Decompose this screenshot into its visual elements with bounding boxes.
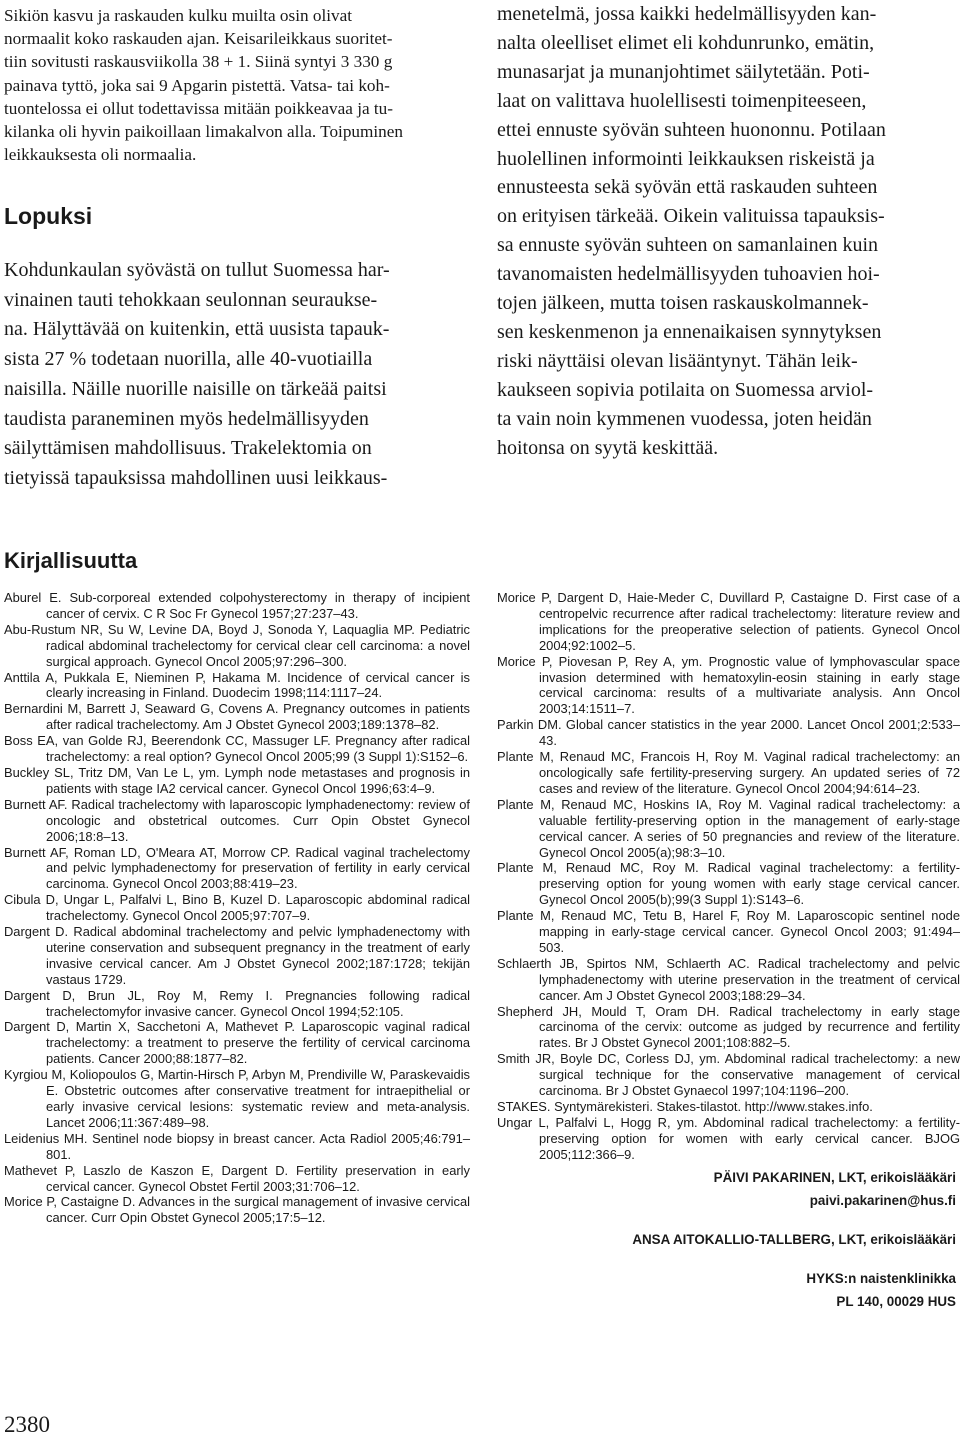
reference-item: Morice P, Castaigne D. Advances in the surgical management of invasive cervical cancer. Curr Opin Obstet Gynecol 2005;17:5–12. [4,1194,470,1226]
text-line: sa ennuste syövän suhteen on samanlainen kuin [497,234,879,257]
conclusion-paragraph-continued [497,0,886,463]
reference-item: Burnett AF, Roman LD, O'Meara AT, Morrow CP. Radical vaginal trachelectomy and pelvic lymphadenectomy for preservation of fertility in early cervical carcinoma. Gynecol Oncol 2003;88:419–23. [4,844,470,892]
author-address: PL 140, 00029 HUS [836,1294,956,1309]
spacer [632,1212,956,1228]
text-line: painava tyttö, joka sai 9 Apgarin pistettä. Vatsa- tai koh- [4,75,390,95]
section-heading-references: Kirjallisuutta [4,548,138,573]
reference-item: Dargent D, Martin X, Sacchetoni A, Mathevet P. Laparoscopic vaginal radical trachelectomy: a treatment to preserve the fertility of cervical carcinoma patients. Cancer 2000;88:1877–82. [4,1019,470,1067]
text-line: leikkauksesta oli normaalia. [4,145,197,165]
reference-item: Aburel E. Sub-corporeal extended colpohysterectomy in therapy of incipient cancer of cervix. C R Soc Fr Gynecol 1957;27:237–43. [4,590,470,621]
reference-item: Burnett AF. Radical trachelectomy with laparoscopic lymphadenectomy: review of oncologic and obstetrical outcomes. Curr Opin Obstet Gynecol 2006;18:8–13. [4,796,470,844]
author-affiliation: HYKS:n naistenklinikka [806,1271,956,1286]
text-line: na. Hälyttävää on kuitenkin, että uusista tapauk- [4,318,390,341]
reference-item: Ungar L, Palfalvi L, Hogg R, ym. Abdominal radical trachelectomy: a fertility-preserving option for women with early cervical cancer. BJOG 2005;112:366–9. [497,1114,960,1162]
text-line: munasarjat ja munanjohtimet säilytetään. Poti- [497,60,870,83]
text-line: vinainen tauti tehokkaan seulonnan seuraukse- [4,288,378,311]
text-line: tietyissä tapauksissa mahdollinen uusi leikkaus- [4,466,388,489]
spacer [632,1251,956,1267]
references-list-left [4,590,470,1226]
author-info [632,1166,956,1313]
text-line: sista 27 % todetaan nuorilla, alle 40-vuotiailla [4,348,373,371]
text-line: ta vain noin kymmenen vuodessa, joten heidän [497,407,872,430]
reference-item: Boss EA, van Golde RJ, Beerendonk CC, Massuger LF. Pregnancy after radical trachelectomy: a real option? Gynecol Oncol 2005;99 (3 Suppl 1):S152–6. [4,733,470,765]
reference-item: STAKES. Syntymärekisteri. Stakes-tilastot. http://www.stakes.info. [497,1099,873,1114]
section-heading-lopuksi: Lopuksi [4,203,93,229]
text-line: tavanomaisten hedelmällisyyden tuhoavien hoi- [497,263,880,286]
text-line: sen keskenmenon ja ennenaikaisen synnytyksen [497,320,882,343]
text-line: on erityisen tärkeää. Oikein valituissa tapauksis- [497,205,885,228]
text-line: laat on valittava huolellisesti toimenpiteeseen, [497,89,867,112]
reference-item: Leidenius MH. Sentinel node biopsy in breast cancer. Acta Radiol 2005;46:791–801. [4,1130,470,1162]
reference-item: Morice P, Piovesan P, Rey A, ym. Prognostic value of lymphovascular space invasion determined with hematoxylin-eosin staining in early stage cervical carcinoma: results of a multivariate analysis. Ann Oncol 2003;14:1511–7. [497,653,960,717]
text-line: taudista paraneminen myös hedelmällisyyden [4,407,369,430]
text-line: säilyttämisen mahdollisuus. Trakelektomia on [4,437,372,460]
author-email[interactable]: paivi.pakarinen@hus.fi [809,1193,956,1208]
text-line: normaalit koko raskauden ajan. Keisarileikkaus suoritet- [4,29,393,49]
text-line: naisilla. Näille nuorille naisille on tärkeää paitsi [4,377,387,400]
conclusion-paragraph [4,256,390,494]
reference-item: Plante M, Renaud MC, Francois H, Roy M. Vaginal radical trachelectomy: an oncologically safe fertility-preserving surgery. An updated series of 72 cases and review of the literature. Gynecol Oncol 2004;94:614–23. [497,749,960,796]
text-line: kilanka oli hyvin paikoillaan limakalvon alla. Toipuminen [4,122,403,142]
reference-item: Plante M, Renaud MC, Hoskins IA, Roy M. Vaginal radical trachelectomy: a valuable fertility-preserving option in the management of early-stage cervical cancer. A series of 50 pregnancies and review of the literature. Gynecol Oncol 2005(a);98:3–10. [497,796,960,860]
text-line: tojen jälkeen, mutta toisen raskauskolmannek- [497,292,869,315]
reference-item: Cibula D, Ungar L, Palfalvi L, Bino B, Kuzel D. Laparoscopic abdominal radical trachelectomy. Gynecol Oncol 2005;97:707–9. [4,892,470,924]
author-name: PÄIVI PAKARINEN, LKT, erikoislääkäri [713,1170,956,1185]
reference-item: Parkin DM. Global cancer statistics in the year 2000. Lancet Oncol 2001;2:533–43. [497,717,960,749]
text-line: tiin sovitusti raskausviikolla 38 + 1. Siinä syntyi 3 330 g [4,52,393,72]
page-number: 2380 [4,1412,50,1437]
reference-item: Kyrgiou M, Koliopoulos G, Martin-Hirsch P, Arbyn M, Prendiville W, Paraskevaidis E. Obstetric outcomes after conservative treatment for intraepithelial or early invasive cervical lesions: systematic review and meta-analysis. Lancet 2006;11:367:489–98. [4,1067,470,1130]
reference-item: Smith JR, Boyle DC, Corless DJ, ym. Abdominal radical trachelectomy: a new surgical technique for the conservative management of cervical carcinoma. Br J Obstet Gynaecol 1997;104:1196–200. [497,1051,960,1099]
reference-item: Dargent D, Brun JL, Roy M, Remy I. Pregnancies following radical trachelectomyfor invasive cancer. Gynecol Oncol 1994;52:105. [4,987,470,1019]
reference-item: Anttila A, Pukkala E, Nieminen P, Hakama M. Incidence of cervical cancer is clearly increasing in Finland. Duodecim 1998;114:1117–24. [4,669,470,701]
text-line: riski näyttäisi olevan lisääntynyt. Tähän leik- [497,349,858,372]
author-name: ANSA AITOKALLIO-TALLBERG, LKT, erikoislääkäri [632,1232,956,1247]
text-line: Sikiön kasvu ja raskauden kulku muilta osin olivat [4,6,353,25]
reference-item: Schlaerth JB, Spirtos NM, Schlaerth AC. Radical trachelectomy and pelvic lymphadenectomy with uterine preservation in the treatment of cervical cancer. Am J Obstet Gynecol 2003;188:29–34. [497,955,960,1003]
text-line: Kohdunkaulan syövästä on tullut Suomessa har- [4,259,390,281]
reference-item: Morice P, Dargent D, Haie-Meder C, Duvillard P, Castaigne D. First case of a centropelvic recurrence after radical trachelectomy: literature review and implications for the preoperative selection of patients. Gynecol Oncol 2004;92:1002–5. [497,590,960,653]
reference-item: Bernardini M, Barrett J, Seaward G, Covens A. Pregnancy outcomes in patients after radical trachelectomy. Am J Obstet Gynecol 2003;189:1378–82. [4,701,470,733]
reference-item: Abu-Rustum NR, Su W, Levine DA, Boyd J, Sonoda Y, Laquaglia MP. Pediatric radical abdominal trachelectomy for cervical clear cell carcinoma: a novel surgical approach. Gynecol Oncol 2005;97:296–300. [4,621,470,669]
reference-item: Plante M, Renaud MC, Tetu B, Harel F, Roy M. Laparoscopic sentinel node mapping in early-stage cervical cancer. Gynecol Oncol 2003; 91:494–503. [497,908,960,955]
references-list-right [497,590,960,1163]
reference-item: Plante M, Renaud MC, Roy M. Radical vaginal trachelectomy: a fertility-preserving option for young women with early stage cervical cancer. Gynecol Oncol 2005(b);99(3 Suppl 1):S143–6. [497,860,960,908]
case-report-paragraph [4,4,403,166]
reference-item: Mathevet P, Laszlo de Kaszon E, Dargent D. Fertility preservation in early cervical cancer. Gynecol Obstet Fertil 2003;31:706–12. [4,1162,470,1194]
text-line: huolellinen informointi leikkauksen riskeistä ja [497,147,875,170]
text-line: menetelmä, jossa kaikki hedelmällisyyden kan- [497,3,877,25]
text-line: tuontelossa ei ollut todettavissa mitään poikkeavaa ja tu- [4,98,394,118]
reference-item: Dargent D. Radical abdominal trachelectomy and pelvic lymphadenectomy with uterine conservation and subsequent pregnancy in the treatment of early invasive cervical cancer. Am J Obstet Gynecol 2002;187:1728; tekijän vastaus 1729. [4,924,470,987]
text-line: nalta oleelliset elimet eli kohdunrunko, emätin, [497,31,875,54]
text-line: hoitonsa on syytä keskittää. [497,436,719,459]
reference-item: Buckley SL, Tritz DM, Van Le L, ym. Lymph node metastases and prognosis in patients with stage IA2 cervical cancer. Gynecol Oncol 1996;63:4–9. [4,764,470,796]
reference-item: Shepherd JH, Mould T, Oram DH. Radical trachelectomy in early stage carcinoma of the cervix: outcome as judged by recurrence and fertility rates. Br J Obstet Gynecol 2001;108:882–5. [497,1003,960,1051]
text-line: kaukseen sopivia potilaita on Suomessa arviol- [497,378,874,401]
text-line: ettei ennuste syövän suhteen huononnu. Potilaan [497,118,886,141]
text-line: ennusteesta sekä syövän että raskauden suhteen [497,176,878,199]
